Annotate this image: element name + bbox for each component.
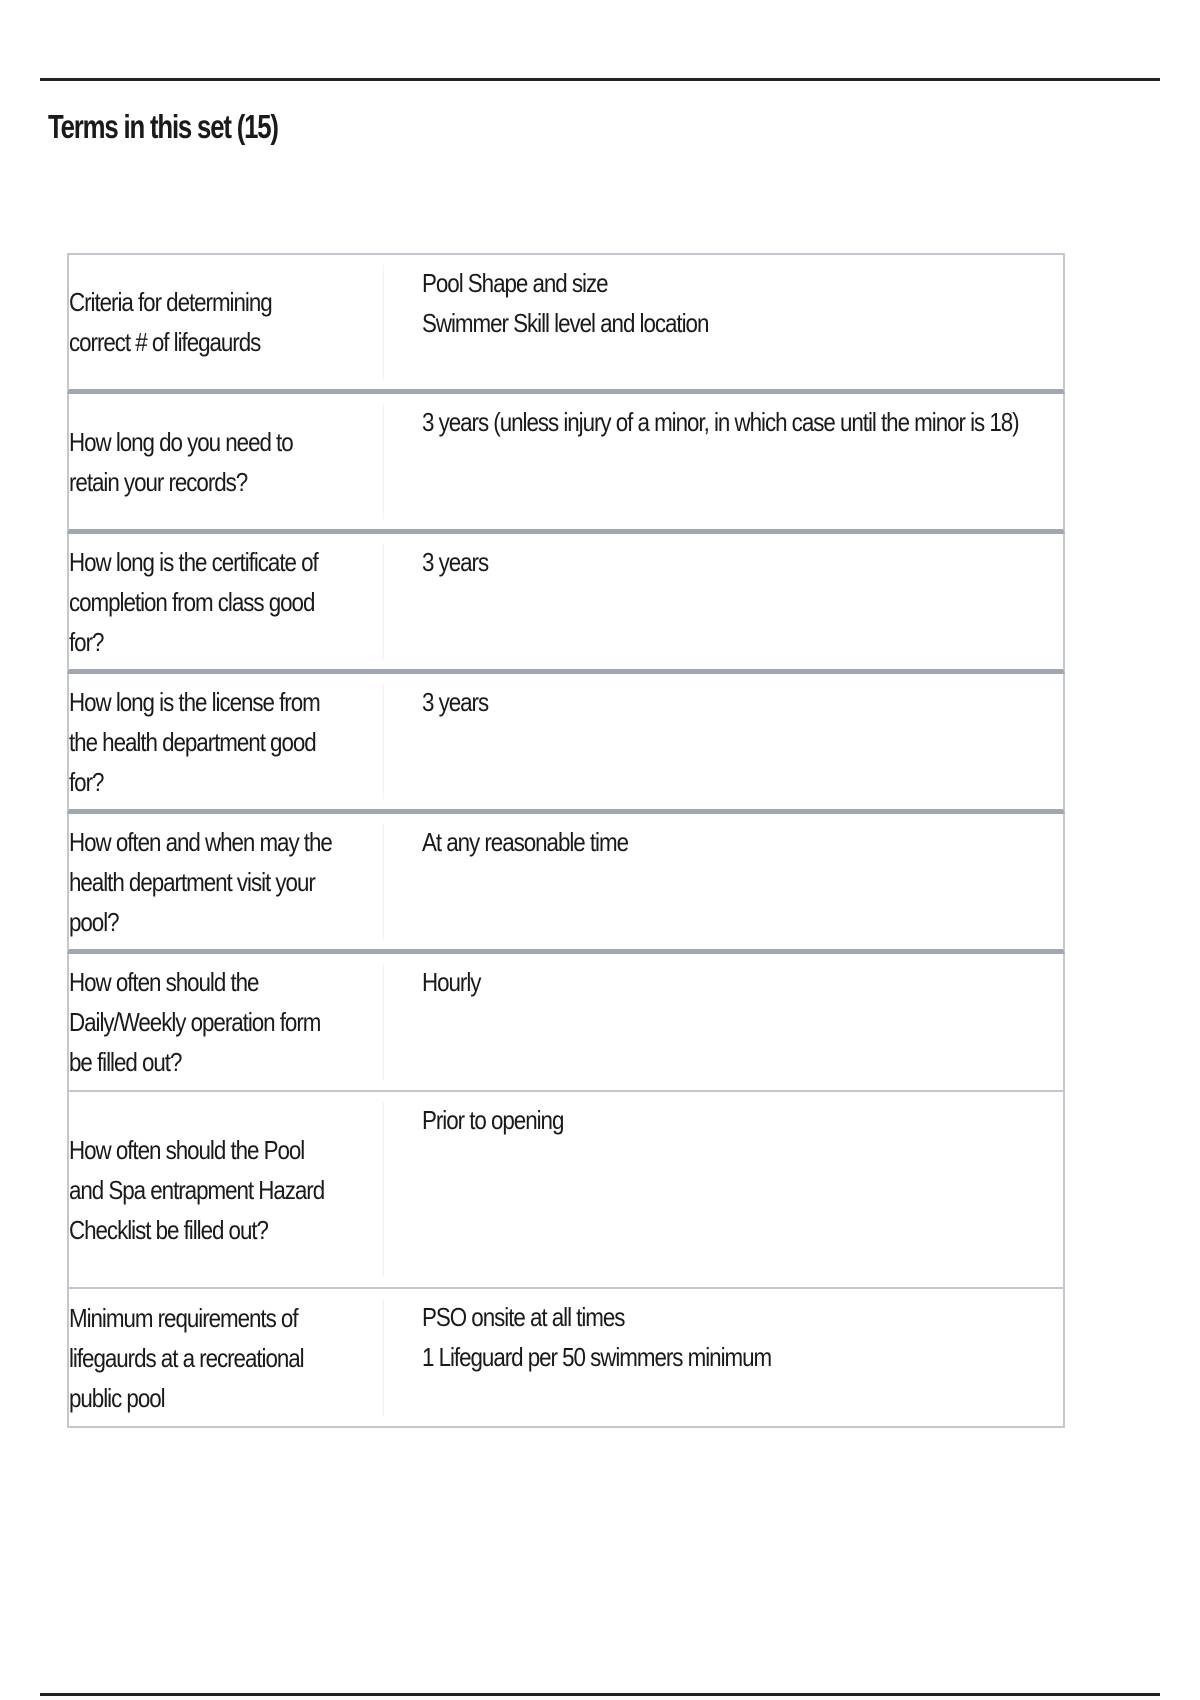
term-card: [67, 253, 1065, 394]
term-cell: [69, 404, 384, 519]
term-text: How long is the license from the health department good for?: [69, 686, 320, 797]
term-cell: [69, 964, 384, 1080]
term-card: [67, 814, 1065, 954]
definition-text: 3 years: [422, 547, 489, 577]
definition-text: 3 years: [422, 687, 489, 717]
term-cell: [69, 1102, 384, 1277]
definition-cell: [384, 394, 1063, 452]
top-divider: [40, 78, 1160, 81]
definition-text: Prior to opening: [422, 1105, 564, 1135]
term-text: Minimum requirements of lifegaurds at a recreational public pool: [69, 1302, 304, 1413]
definition-text: PSO onsite at all times 1 Lifeguard per 50 swimmers minimum: [422, 1302, 772, 1372]
term-cell: [69, 684, 384, 799]
term-card: [67, 534, 1065, 674]
term-card: [67, 954, 1065, 1092]
definition-cell: [384, 1289, 1063, 1387]
term-card: [67, 1092, 1065, 1289]
term-text: How often should the Daily/Weekly operation form be filled out?: [69, 967, 321, 1077]
term-card: [67, 394, 1065, 534]
definition-text: 3 years (unless injury of a minor, in which case until the minor is 18): [422, 407, 1019, 437]
term-text: How long is the certificate of completion from class good for?: [69, 546, 318, 657]
page-title: Terms in this set (15): [48, 108, 278, 145]
definition-cell: [384, 255, 1063, 353]
term-cell: [69, 265, 384, 379]
term-text: How often and when may the health department visit your pool?: [69, 826, 332, 937]
term-cell: [69, 1299, 384, 1416]
definition-cell: [384, 954, 1063, 1012]
term-text: Criteria for determining correct # of lifegaurds: [69, 287, 272, 357]
term-card: [67, 1289, 1065, 1428]
term-text: How long do you need to retain your records?: [69, 426, 293, 497]
bottom-divider: [40, 1693, 1160, 1696]
term-cell: [69, 544, 384, 659]
term-text: How often should the Pool and Spa entrapment Hazard Checklist be filled out?: [69, 1134, 325, 1245]
definition-text: Pool Shape and size Swimmer Skill level and location: [422, 268, 709, 338]
terms-list: [67, 253, 1065, 1428]
definition-cell: [384, 814, 1063, 872]
definition-cell: [384, 674, 1063, 732]
definition-text: Hourly: [422, 967, 481, 997]
term-cell: [69, 824, 384, 939]
definition-cell: [384, 1092, 1063, 1150]
term-card: [67, 674, 1065, 814]
definition-text: At any reasonable time: [422, 827, 628, 857]
definition-cell: [384, 534, 1063, 592]
